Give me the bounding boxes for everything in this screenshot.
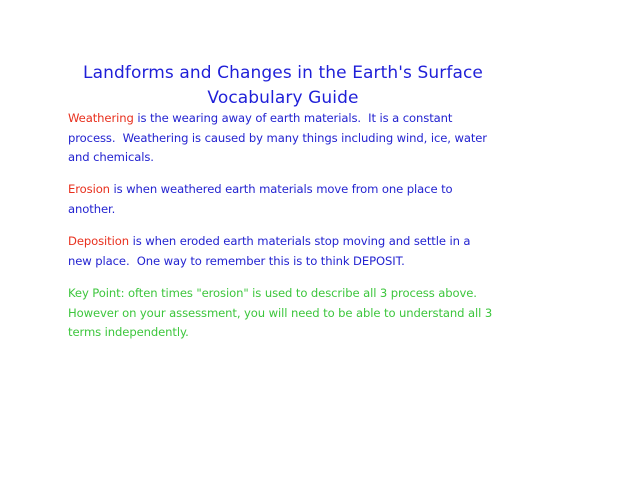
erosion-definition: [68, 180, 508, 219]
definition-text: is the wearing away of earth materials. It is a constant: [133, 111, 453, 125]
definition-text: is when eroded earth materials stop moving and settle in a: [128, 234, 471, 248]
deposition-definition: [68, 232, 508, 271]
paragraph-line: However on your assessment, you will need to be able to understand all 3: [68, 305, 493, 320]
paragraph-line: another.: [68, 201, 116, 216]
weathering-definition: [68, 109, 508, 168]
term-erosion: Erosion: [68, 182, 110, 196]
paragraph-line: [68, 232, 508, 252]
paragraph-line: [68, 109, 508, 129]
term-weathering: Weathering: [68, 111, 134, 125]
paragraph-line: [68, 180, 508, 200]
paragraph-line: and chemicals.: [68, 150, 154, 164]
paragraph-line: new place. One way to remember this is to think DEPOSIT.: [68, 253, 405, 268]
page-title: Landforms and Changes in the Earth's Surface: [83, 63, 483, 83]
paragraph-line: terms independently.: [68, 325, 189, 339]
paragraph-line: process. Weathering is caused by many things including wind, ice, water: [68, 130, 487, 145]
page-subtitle: Vocabulary Guide: [207, 88, 359, 108]
paragraph-line: Key Point: often times "erosion" is used to describe all 3 process above.: [68, 286, 477, 300]
term-deposition: Deposition: [68, 234, 129, 248]
definition-text: is when weathered earth materials move from one place to: [109, 182, 453, 196]
key-point-note: [68, 284, 508, 343]
